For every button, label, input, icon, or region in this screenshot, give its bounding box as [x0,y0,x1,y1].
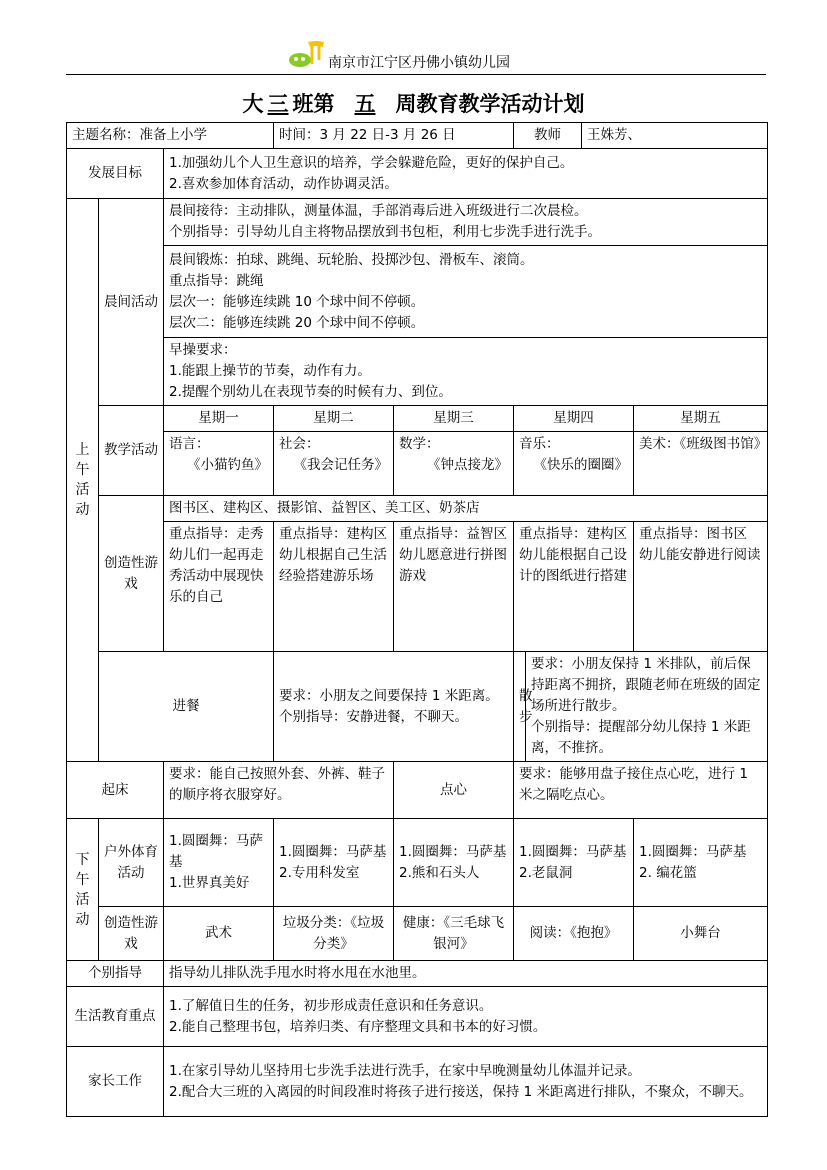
meal-walk-row [67,652,768,762]
goals-row [67,149,768,199]
title-class-number: 三 [267,91,289,116]
teaching-content: 《我会记任务》 [293,457,389,473]
weekday-header: 星期一 [164,406,274,432]
title-week-number: 五 [354,91,376,116]
teaching-cell-mon [164,432,274,496]
afternoon-outdoor-row [67,819,768,907]
creative-pm-cell: 武术 [164,907,274,961]
teaching-content: 《小猫钓鱼》 [187,457,269,473]
afternoon-section-label: 下午活动 [67,819,99,961]
creative-pm-cell: 阅读：《抱抱》 [514,907,634,961]
teaching-subject: 美术：《班级图书馆》 [639,436,768,452]
title-prefix: 大 [242,91,264,116]
life-row [67,987,768,1047]
outdoor-line: 1.圆圈舞：马萨基 [639,843,747,860]
walk-line: 个别指导：提醒部分幼儿保持 1 米距离，不推挤。 [531,719,751,756]
teaching-subject: 语言： [169,436,210,452]
outdoor-label: 户外体育活动 [99,819,164,907]
goals-content [164,149,768,199]
snack-label: 点心 [394,762,514,819]
parents-label: 家长工作 [67,1047,164,1117]
creative-am-row [67,522,768,652]
outdoor-line: 2.专用科发室 [279,864,360,881]
goal-line: 2.喜欢参加体育活动，动作协调灵活。 [169,175,398,192]
outdoor-cell-fri [634,819,768,907]
individual-label: 个别指导 [67,961,164,987]
reception-line: 晨间接待：主动排队，测量体温，手部消毒后进入班级进行二次晨检。 [169,203,588,219]
page-title [0,88,827,118]
time-cell: 时间：3 月 22 日-3 月 26 日 [274,123,514,149]
weekday-header: 星期三 [394,406,514,432]
gym-content [164,338,768,406]
weekday-header-row [67,406,768,432]
weekday-header: 星期五 [634,406,768,432]
creative-am-cell: 重点指导：图书区 幼儿能安静进行阅读 [634,522,768,652]
creative-pm-cell: 健康：《三毛球飞银河》 [394,907,514,961]
outdoor-line: 1.圆圈舞：马萨基 [519,843,627,860]
afternoon-creative-row [67,907,768,961]
teaching-cell-thu [514,432,634,496]
parents-content [164,1047,768,1117]
outdoor-line: 1.世界真美好 [169,875,250,891]
teaching-subject: 社会： [279,436,320,452]
parents-line: 1.在家引导幼儿坚持用七步洗手法进行洗手，在家中早晚测量幼儿体温并记录。 [169,1062,641,1079]
outdoor-line: 2.老鼠洞 [519,864,573,881]
morning-label-text: 上午活动 [75,442,90,518]
exercise-content [164,246,768,338]
exercise-line: 层次二：能够连续跳 20 个球中间不停顿。 [169,314,425,331]
life-label: 生活教育重点 [67,987,164,1047]
header-divider [66,74,766,75]
individual-content: 指导幼儿排队洗手甩水时将水甩在水池里。 [164,961,768,987]
gym-line: 早操要求： [169,342,237,358]
morning-gym-row [67,338,768,406]
meal-label: 进餐 [99,652,274,762]
exercise-line: 重点指导：跳绳 [169,272,264,289]
teaching-subject: 音乐： [519,436,560,452]
life-line: 2.能自己整理书包，培养归类、有序整理文具和书本的好习惯。 [169,1018,547,1035]
teaching-content: 《钟点接龙》 [427,457,509,473]
snack-content: 要求：能够用盘子接住点心吃，进行 1 米之隔吃点心。 [514,762,768,819]
creative-am-cell: 重点指导：建构区 幼儿能根据自己设计的图纸进行搭建 [514,522,634,652]
morning-reception-row [67,199,768,246]
morning-section-label [67,199,99,762]
life-line: 1.了解值日生的任务，初步形成责任意识和任务意识。 [169,997,493,1014]
morning-activity-label: 晨间活动 [99,199,164,406]
teaching-content: 《快乐的圈圈》 [533,457,629,473]
teacher-label: 教师 [514,123,582,149]
title-suffix: 周教育教学活动计划 [395,91,585,116]
individual-row [67,961,768,987]
walk-line: 要求：小朋友保持 1 米排队，前后保持距离不拥挤，跟随老师在班级的固定场所进行散步。 [531,656,761,714]
outdoor-line: 1.圆圈舞：马萨基 [279,843,387,860]
outdoor-line: 2. 编花篮 [639,864,697,881]
goal-line: 1.加强幼儿个人卫生意识的培养，学会躲避危险，更好的保护自己。 [169,154,574,171]
creative-am-cell: 重点指导：建构区 幼儿根据自己生活经验搭建游乐场 [274,522,394,652]
weekday-header: 星期二 [274,406,394,432]
teacher-name: 王姝芳、 [582,123,768,149]
school-name: 南京市江宁区丹佛小镇幼儿园 [328,55,510,71]
wakeup-content: 要求：能自己按照外套、外裤、鞋子的顺序将衣服穿好。 [164,762,394,819]
creative-pm-cell: 小舞台 [634,907,768,961]
walk-content [526,652,768,762]
kindergarten-logo-icon [286,38,328,70]
weekday-header: 星期四 [514,406,634,432]
creative-pm-cell: 垃圾分类：《垃圾分类》 [274,907,394,961]
creative-am-cell: 重点指导：走秀 幼儿们一起再走秀活动中展现快乐的自己 [164,522,274,652]
page-header [66,38,766,78]
gym-line: 2.提醒个别幼儿在表现节奏的时候有力、到位。 [169,384,452,400]
wakeup-snack-row [67,762,768,819]
teaching-cell-fri [634,432,768,496]
weekly-plan-table [66,122,768,1117]
life-content [164,987,768,1047]
morning-exercise-row [67,246,768,338]
outdoor-cell-mon [164,819,274,907]
teaching-cell-wed [394,432,514,496]
outdoor-line: 2.熊和石头人 [399,864,480,881]
outdoor-line: 1.圆圈舞：马萨基 [399,843,507,860]
teaching-subject: 数学： [399,436,440,452]
outdoor-cell-wed [394,819,514,907]
title-middle: 班第 [292,91,335,116]
parents-row [67,1047,768,1117]
exercise-line: 晨间锻炼：拍球、跳绳、玩轮胎、投掷沙包、滑板车、滚筒。 [169,251,534,268]
reception-content [164,199,768,246]
info-row [67,123,768,149]
outdoor-line: 1.圆圈舞：马萨基 [169,833,263,870]
creative-am-label: 创造性游戏 [99,496,164,652]
meal-line: 个别指导：安静进餐，不聊天。 [279,708,469,725]
outdoor-cell-thu [514,819,634,907]
exercise-line: 层次一：能够连续跳 10 个球中间不停顿。 [169,293,425,310]
creative-areas-row [67,496,768,522]
theme-cell: 主题名称：准备上小学 [67,123,274,149]
parents-line: 2.配合大三班的入离园的时间段准时将孩子进行接送，保持 1 米距离进行排队，不聚众，不聊天。 [169,1083,753,1100]
creative-areas: 图书区、建构区、摄影馆、益智区、美工区、奶茶店 [164,496,768,522]
wakeup-label: 起床 [67,762,164,819]
creative-pm-label: 创造性游戏 [99,907,164,961]
outdoor-cell-tue [274,819,394,907]
meal-content [274,652,514,762]
creative-am-cell: 重点指导：益智区 幼儿愿意进行拼图游戏 [394,522,514,652]
reception-line: 个别指导：引导幼儿自主将物品摆放到书包柜，利用七步洗手进行洗手。 [169,224,601,240]
teaching-cell-tue [274,432,394,496]
teaching-row [67,432,768,496]
goals-label: 发展目标 [67,149,164,199]
teaching-label: 教学活动 [99,406,164,496]
gym-line: 1.能跟上操节的节奏，动作有力。 [169,363,371,379]
walk-label: 散步 [514,652,526,762]
meal-line: 要求：小朋友之间要保持 1 米距离。 [279,687,499,704]
